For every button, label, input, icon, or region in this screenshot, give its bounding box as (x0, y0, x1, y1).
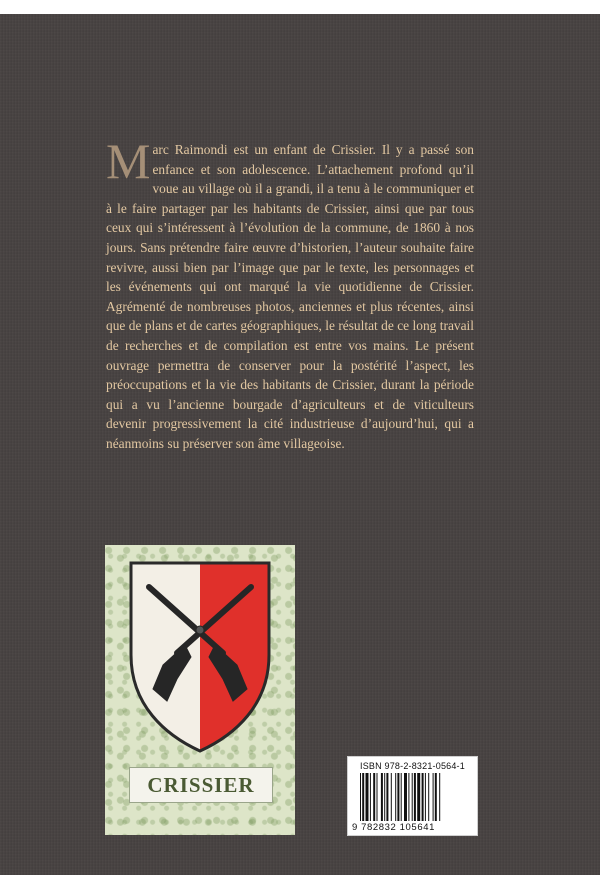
blurb-paragraph (106, 133, 474, 454)
barcode-icon (360, 773, 466, 821)
barcode-number: 9 782832 105641 (352, 822, 435, 833)
back-cover (0, 14, 600, 875)
coat-of-arms-emblem (105, 545, 295, 835)
drop-cap: M (106, 133, 151, 189)
barcode-label (347, 756, 478, 836)
shield-icon (105, 545, 295, 755)
emblem-name-plate: CRISSIER (129, 767, 273, 803)
blurb-text: arc Raimondi est un enfant de Crissier. Il y a passé son enfance et son adolescence. L’attachement profond qu’il voue au village où il a grandi, il a tenu à le communiquer et à le faire partager par les habitants de Crissier, ainsi que par tous ceux qui s’intéressent à l’évolution de la commune, de 1860 à nos jours. Sans prétendre faire œuvre d’historien, l’auteur souhaite faire revivre, aussi bien par l’image que par le texte, les personnages et les événements qui ont marqué la vie quotidienne de Crissier. Agrémenté de nombreuses photos, anciennes et plus récentes, ainsi que de plans et de cartes géographiques, le résultat de ce long travail de recherches et de compilation est entre vos mains. Le présent ouvrage permettra de conserver pour la postérité l’aspect, les préoccupations et la vie des habitants de Crissier, durant la période qui a vu l’ancienne bourgade d’agriculteurs et de viticulteurs devenir progressivement la cité industrieuse d’aujourd’hui, qui a néanmoins su préserver son âme villageoise. (106, 142, 474, 451)
isbn-text: ISBN 978-2-8321-0564-1 (360, 761, 465, 771)
